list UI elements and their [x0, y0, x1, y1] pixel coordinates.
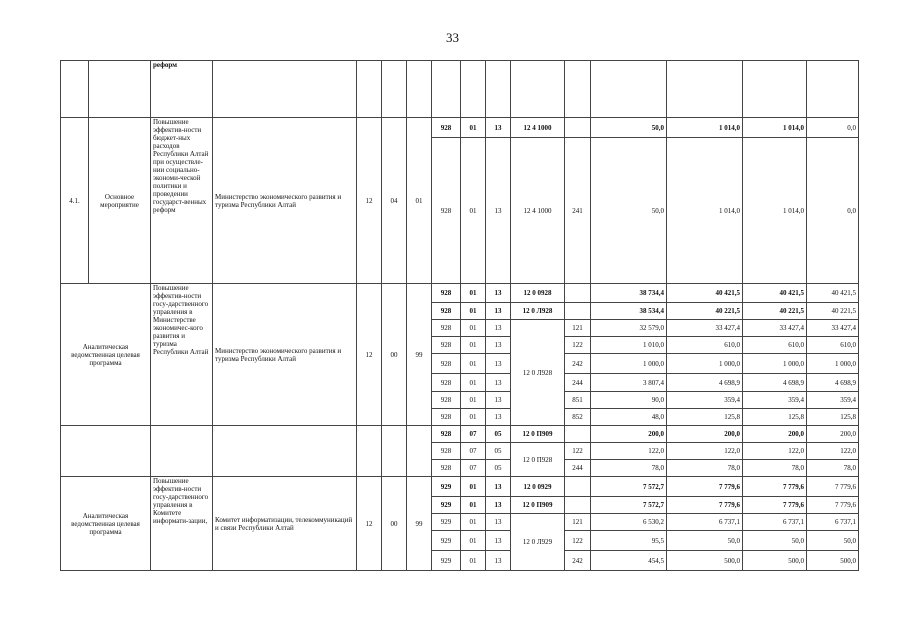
- cell-grbs: 928: [432, 409, 461, 426]
- cell-csr: 12 0 Л928: [511, 303, 565, 320]
- cell-code3: 99: [407, 477, 432, 571]
- cell-year2: 40 421,5: [667, 284, 743, 303]
- cell-pr: 13: [486, 374, 511, 392]
- table-row: [61, 477, 859, 497]
- cell-year4: 4 698,9: [807, 374, 859, 392]
- cell-year3: 1 014,0: [743, 138, 807, 284]
- cell-year1: 7 572,7: [591, 497, 667, 514]
- cell-pr: 13: [486, 354, 511, 374]
- cell-name: Повышение эффектив-ности госу-дарственного управления в Комитете информати-зации,: [151, 477, 213, 571]
- cell-year4: 40 221,5: [807, 303, 859, 320]
- cell-grbs: 928: [432, 443, 461, 460]
- cell-grbs: 928: [432, 320, 461, 337]
- cell-grbs: 929: [432, 477, 461, 497]
- cell-executor: Министерство экономического развития и туризма Республики Алтай: [213, 118, 357, 284]
- cell-year1: 1 000,0: [591, 354, 667, 374]
- cell-name-empty: [151, 426, 213, 477]
- cell-code2: 00: [382, 284, 407, 426]
- cell-year4: 125,8: [807, 409, 859, 426]
- cell-grbs: 928: [432, 118, 461, 138]
- cell-grbs: 928: [432, 337, 461, 354]
- cell-executor: Комитет информатизации, телекоммуникаций и связи Республики Алтай: [213, 477, 357, 571]
- cell-vr: 851: [565, 392, 591, 409]
- cell-csr-merged: 12 0 П928: [511, 443, 565, 477]
- cell-vr: [565, 477, 591, 497]
- cell-rz: 07: [461, 443, 486, 460]
- cell-year4: 0,0: [807, 118, 859, 138]
- cell-year1: 1 010,0: [591, 337, 667, 354]
- cell-pr: 13: [486, 409, 511, 426]
- cell-rz: 01: [461, 138, 486, 284]
- cell-year3: 50,0: [743, 531, 807, 551]
- cell-year1: 50,0: [591, 118, 667, 138]
- cell-pr: 13: [486, 118, 511, 138]
- cell-type: Основное мероприятие: [89, 118, 151, 284]
- cell-code1-empty: [357, 426, 382, 477]
- cell-year3: 7 779,6: [743, 497, 807, 514]
- cell-grbs: 929: [432, 531, 461, 551]
- cell-year2: 6 737,1: [667, 514, 743, 531]
- cell-vr: 242: [565, 551, 591, 571]
- cell-code1: 12: [357, 284, 382, 426]
- cell-pr: 13: [486, 514, 511, 531]
- cell-year2: 200,0: [667, 426, 743, 443]
- cell-year2: 7 779,6: [667, 497, 743, 514]
- cell-grbs: 928: [432, 284, 461, 303]
- cell-name: Повышение эффектив-ности бюджет-ных расходов Республики Алтай при осуществле-нии социально-экономи-ческой политики и проведении государст-венных реформ: [151, 118, 213, 284]
- cell-year4: 40 421,5: [807, 284, 859, 303]
- cell-vr: 121: [565, 514, 591, 531]
- cell-year4: 6 737,1: [807, 514, 859, 531]
- cell-csr: 12 0 0929: [511, 477, 565, 497]
- cell-vr: [565, 284, 591, 303]
- cell-grbs: 929: [432, 514, 461, 531]
- cell-vr: 241: [565, 138, 591, 284]
- cell-year3: 33 427,4: [743, 320, 807, 337]
- cell-vr: [565, 497, 591, 514]
- cell-pr: 13: [486, 392, 511, 409]
- cell-year1: 38 534,4: [591, 303, 667, 320]
- cell-year4: 500,0: [807, 551, 859, 571]
- cell-csr: 12 4 1000: [511, 118, 565, 138]
- cell-type: Аналитическая ведомственная целевая программа: [61, 284, 151, 426]
- cell-code2-empty: [382, 426, 407, 477]
- cell-code3: 01: [407, 118, 432, 284]
- cell-rz: 01: [461, 303, 486, 320]
- cell-number: 4.1.: [61, 118, 89, 284]
- cell-year3: 122,0: [743, 443, 807, 460]
- cell-year2: 500,0: [667, 551, 743, 571]
- cell-year2: 1 014,0: [667, 138, 743, 284]
- cell-year4: 1 000,0: [807, 354, 859, 374]
- cell-csr: 12 0 П909: [511, 426, 565, 443]
- cell-csr: 12 4 1000: [511, 138, 565, 284]
- cell-year1: 48,0: [591, 409, 667, 426]
- cell-year1: 6 530,2: [591, 514, 667, 531]
- cell-year1: 3 807,4: [591, 374, 667, 392]
- cell-year4: 0,0: [807, 138, 859, 284]
- cell-year4: 33 427,4: [807, 320, 859, 337]
- cell-rz: 01: [461, 374, 486, 392]
- cell-rz: 01: [461, 531, 486, 551]
- cell-rz: 01: [461, 392, 486, 409]
- cell-pr: 13: [486, 337, 511, 354]
- cell-year2: 78,0: [667, 460, 743, 477]
- cell-year1: 90,0: [591, 392, 667, 409]
- cell-year4: 78,0: [807, 460, 859, 477]
- cell-pr: 13: [486, 497, 511, 514]
- cell-year1: 50,0: [591, 138, 667, 284]
- cell-name: Повышение эффектив-ности госу-дарственного управления в Министерстве экономичес-кого развития и туризма Республики Алтай: [151, 284, 213, 426]
- table-body: [61, 61, 859, 571]
- cell-pr: 13: [486, 320, 511, 337]
- cell-year1: 200,0: [591, 426, 667, 443]
- cell-pr: 13: [486, 551, 511, 571]
- cell-year3: 610,0: [743, 337, 807, 354]
- cell-pr: 13: [486, 303, 511, 320]
- cell-grbs: 929: [432, 497, 461, 514]
- cell-rz: 07: [461, 426, 486, 443]
- cell-year2: 7 779,6: [667, 477, 743, 497]
- cell-code3: 99: [407, 284, 432, 426]
- cell-grbs: 928: [432, 392, 461, 409]
- page-number: 33: [446, 30, 459, 45]
- cell-pr: 05: [486, 443, 511, 460]
- cell-vr: 244: [565, 374, 591, 392]
- cell-vr: [565, 426, 591, 443]
- cell-rz: 01: [461, 354, 486, 374]
- cell-rz: 07: [461, 460, 486, 477]
- cell-year2: 610,0: [667, 337, 743, 354]
- cell-year2: 33 427,4: [667, 320, 743, 337]
- cell-year3: 200,0: [743, 426, 807, 443]
- cell-rz: 01: [461, 409, 486, 426]
- cell-rz: 01: [461, 337, 486, 354]
- cell-vr: 122: [565, 531, 591, 551]
- cell-pr: 13: [486, 477, 511, 497]
- cell-csr-merged: 12 0 Л929: [511, 514, 565, 571]
- cell-year4: 610,0: [807, 337, 859, 354]
- cell-year3: 359,4: [743, 392, 807, 409]
- cell-year4: 200,0: [807, 426, 859, 443]
- cell-rz: 01: [461, 551, 486, 571]
- cell-year3: 1 014,0: [743, 118, 807, 138]
- cell-csr: 12 0 П909: [511, 497, 565, 514]
- cell-vr: 852: [565, 409, 591, 426]
- cell-year1: 454,5: [591, 551, 667, 571]
- cell-vr: 122: [565, 443, 591, 460]
- cell-grbs: 928: [432, 138, 461, 284]
- cell-code1: 12: [357, 118, 382, 284]
- cell-year4: 359,4: [807, 392, 859, 409]
- cell-year2: 122,0: [667, 443, 743, 460]
- cell-vr: 121: [565, 320, 591, 337]
- cell-rz: 01: [461, 118, 486, 138]
- cell-year2: 359,4: [667, 392, 743, 409]
- budget-table: [60, 60, 859, 571]
- cell-year2: 40 221,5: [667, 303, 743, 320]
- cell-year3: 40 221,5: [743, 303, 807, 320]
- cell-year1: 7 572,7: [591, 477, 667, 497]
- table-row: [61, 284, 859, 303]
- cell-vr: [565, 118, 591, 138]
- cell-code1: 12: [357, 477, 382, 571]
- cell-rz: 01: [461, 320, 486, 337]
- cell-type: Аналитическая ведомственная целевая программа: [61, 477, 151, 571]
- cell-executor-empty: [213, 426, 357, 477]
- cell-type-empty: [61, 426, 151, 477]
- cell-pr: 13: [486, 284, 511, 303]
- cell-year2: 125,8: [667, 409, 743, 426]
- cell-rz: 01: [461, 477, 486, 497]
- cell-year1: 78,0: [591, 460, 667, 477]
- cell-year2: 4 698,9: [667, 374, 743, 392]
- cell-year4: 7 779,6: [807, 477, 859, 497]
- cell-year3: 125,8: [743, 409, 807, 426]
- cell-vr: [565, 303, 591, 320]
- cell-grbs: 928: [432, 374, 461, 392]
- row-name-continuation: реформ: [151, 61, 213, 118]
- cell-code3-empty: [407, 426, 432, 477]
- cell-grbs: 928: [432, 303, 461, 320]
- cell-year2: 50,0: [667, 531, 743, 551]
- cell-grbs: 928: [432, 354, 461, 374]
- table-row: [61, 61, 859, 118]
- cell-year1: 122,0: [591, 443, 667, 460]
- cell-year4: 122,0: [807, 443, 859, 460]
- cell-year4: 7 779,6: [807, 497, 859, 514]
- cell-year3: 6 737,1: [743, 514, 807, 531]
- cell-pr: 13: [486, 531, 511, 551]
- cell-year3: 500,0: [743, 551, 807, 571]
- cell-rz: 01: [461, 284, 486, 303]
- cell-pr: 05: [486, 460, 511, 477]
- cell-grbs: 928: [432, 460, 461, 477]
- cell-executor: Министерство экономического развития и туризма Республики Алтай: [213, 284, 357, 426]
- cell-vr: 242: [565, 354, 591, 374]
- cell-year1: 38 734,4: [591, 284, 667, 303]
- cell-year3: 7 779,6: [743, 477, 807, 497]
- cell-year1: 32 579,0: [591, 320, 667, 337]
- cell-year3: 4 698,9: [743, 374, 807, 392]
- cell-year2: 1 000,0: [667, 354, 743, 374]
- cell-grbs: 928: [432, 426, 461, 443]
- cell-year3: 1 000,0: [743, 354, 807, 374]
- cell-vr: 244: [565, 460, 591, 477]
- table-row: [61, 426, 859, 443]
- cell-vr: 122: [565, 337, 591, 354]
- cell-grbs: 929: [432, 551, 461, 571]
- cell-pr: 13: [486, 138, 511, 284]
- cell-year2: 1 014,0: [667, 118, 743, 138]
- cell-code2: 04: [382, 118, 407, 284]
- cell-csr: 12 0 0928: [511, 284, 565, 303]
- cell-rz: 01: [461, 497, 486, 514]
- cell-code2: 00: [382, 477, 407, 571]
- cell-year3: 40 421,5: [743, 284, 807, 303]
- cell-rz: 01: [461, 514, 486, 531]
- cell-csr-merged: 12 0 Л928: [511, 320, 565, 426]
- table-row: [61, 118, 859, 138]
- cell-year4: 50,0: [807, 531, 859, 551]
- cell-year1: 95,5: [591, 531, 667, 551]
- cell-pr: 05: [486, 426, 511, 443]
- cell-year3: 78,0: [743, 460, 807, 477]
